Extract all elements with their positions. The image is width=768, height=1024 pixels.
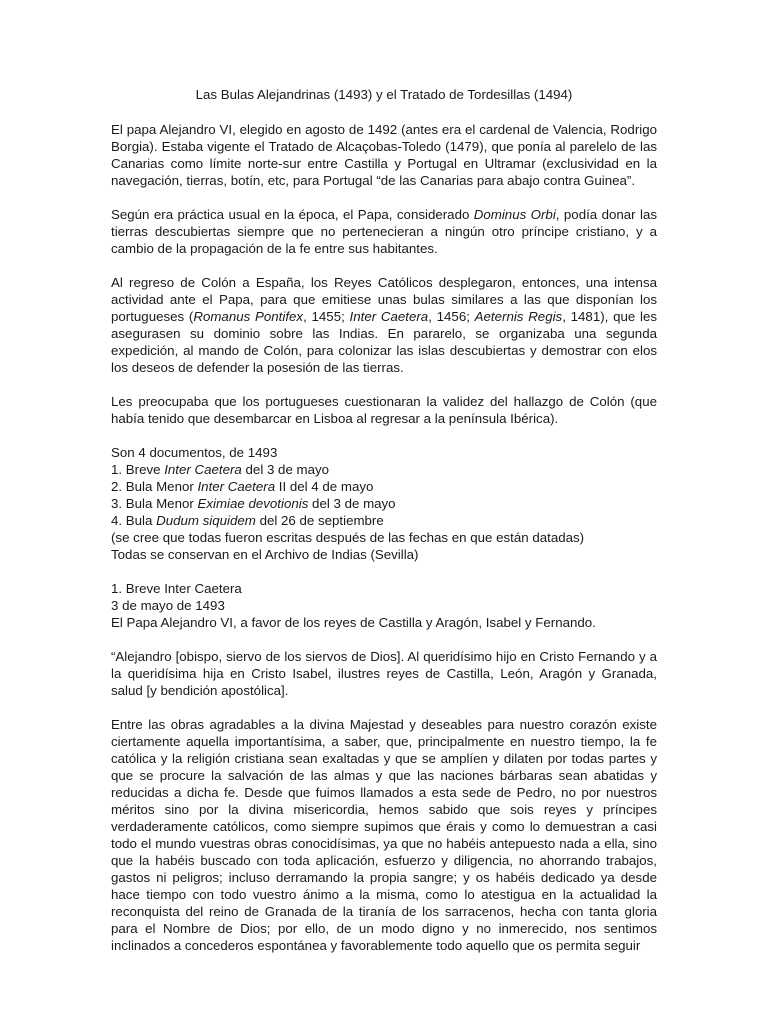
italic-term: Inter Caetera [197, 479, 276, 494]
text-span: , 1455; [303, 309, 350, 324]
documents-intro: Son 4 documentos, de 1493 [111, 445, 278, 460]
italic-term: Dominus Orbi [473, 207, 556, 222]
text-span: Al regreso de Colón a España, los Reyes Católicos desplegaron, entonces, una intensa actividad ante el Papa, para que emitiese unas bulas similares a las que disponían los portugueses ( [111, 275, 657, 324]
paragraph-obras: Entre las obras agradables a la divina Majestad y deseables para nuestro corazón existe ciertamente aquella importantísima, a saber, que, principalmente en nuestro tiempo, la fe católica y la religión cristiana sean exaltadas y que se amplíen y dilaten por todas partes y que se procure la salvación de las almas y que las naciones bárbaras sean abatidas y reducidas a dicha fe. Desde que fuimos llamados a esta sede de Pedro, no por nuestros méritos sino por la divina misericordia, hemos sabido que sois reyes y príncipes verdaderamente católicos, como siempre supimos que érais y como lo demuestran a casi todo el mundo vuestras obras conocidísimas, ya que no habéis antepuesto nada a ella, sino que la habéis buscado con toda aplicación, esfuerzo y diligencia, no ahorrando trabajos, gastos ni peligros; incluso derramando la propia sangre; y os habéis dedicado ya desde hace tiempo con todo vuestro ánimo a la misma, como lo atestigua en la actualidad la reconquista del reino de Granada de la tiranía de los sarracenos, hecha con tanta gloria para el Nombre de Dios; por ello, de un modo digno y no inmerecido, nos sentimos inclinados a concederos espontánea y favorablemente todo aquello que os permita seguir [111, 717, 657, 953]
text-span: 4. Bula [111, 513, 157, 528]
paragraph-borgia: El papa Alejandro VI, elegido en agosto de 1492 (antes era el cardenal de Valencia, Rodrigo Borgia). Estaba vigente el Tratado de Alcaçobas-Toledo (1479), que ponía al parelelo de las Canarias como límite norte-sur entre Castilla y Portugal en Ultramar (exclusividad en la navegación, tierras, botín, etc, para Portugal “de las Canarias para abajo contra Guinea”. [111, 122, 657, 188]
text-span: Según era práctica usual en la época, el Papa, considerado [111, 207, 474, 222]
paragraph-quote: “Alejandro [obispo, siervo de los siervos de Dios]. Al queridísimo hijo en Cristo Fernando y a la queridísima hija en Cristo Isabel, ilustres reyes de Castilla, León, Aragón y Granada, salud [y bendición apostólica]. [111, 649, 657, 698]
italic-term: Romanus Pontifex [193, 309, 304, 324]
document-item [111, 461, 657, 478]
italic-term: Dudum siquidem [156, 513, 256, 528]
document-item [111, 495, 657, 512]
documents-note: (se cree que todas fueron escritas después de las fechas en que están datadas) [111, 530, 585, 545]
section-heading: 1. Breve Inter Caetera [111, 581, 242, 596]
italic-term: Inter Caetera [349, 309, 429, 324]
italic-term: Inter Caetera [164, 462, 242, 477]
text-span: , 1456; [428, 309, 475, 324]
paragraph-preocupaba: Les preocupaba que los portugueses cuestionaran la validez del hallazgo de Colón (que había tenido que desembarcar en Lisboa al regresar a la península Ibérica). [111, 394, 657, 426]
italic-term: Eximiae devotionis [197, 496, 309, 511]
paragraph-dominus-orbi [111, 206, 657, 257]
documents-list [111, 444, 657, 563]
section-header [111, 580, 657, 631]
document-item [111, 478, 657, 495]
text-span: del 3 de mayo [241, 462, 330, 477]
paragraph-reyes-catolicos [111, 274, 657, 376]
text-span: del 26 de septiembre [255, 513, 384, 528]
text-span: II del 4 de mayo [275, 479, 374, 494]
text-span: , 1481), que les asegurasen su dominio sobre las Indias. En pararelo, se organizaba una segunda expedición, al mando de Colón, para colonizar las islas descubiertas y demostrar con elos los deseos de defender la posesión de las tierras. [111, 309, 658, 375]
documents-archive: Todas se conservan en el Archivo de Indias (Sevilla) [111, 547, 419, 562]
document-body [111, 121, 657, 954]
document-title: Las Bulas Alejandrinas (1493) y el Tratado de Tordesillas (1494) [195, 87, 573, 102]
text-span: 2. Bula Menor [111, 479, 198, 494]
section-date: 3 de mayo de 1493 [111, 598, 225, 613]
text-span: , podía donar las tierras descubiertas siempre que no pertenecieran a ningún otro príncipe cristiano, y a cambio de la propagación de la fe entre sus habitantes. [111, 207, 658, 256]
document-item [111, 512, 657, 529]
text-span: 3. Bula Menor [111, 496, 198, 511]
italic-term: Aeternis Regis [474, 309, 563, 324]
text-span: del 3 de mayo [308, 496, 396, 511]
section-subtitle: El Papa Alejandro VI, a favor de los reyes de Castilla y Aragón, Isabel y Fernando. [111, 615, 596, 630]
text-span: 1. Breve [111, 462, 165, 477]
